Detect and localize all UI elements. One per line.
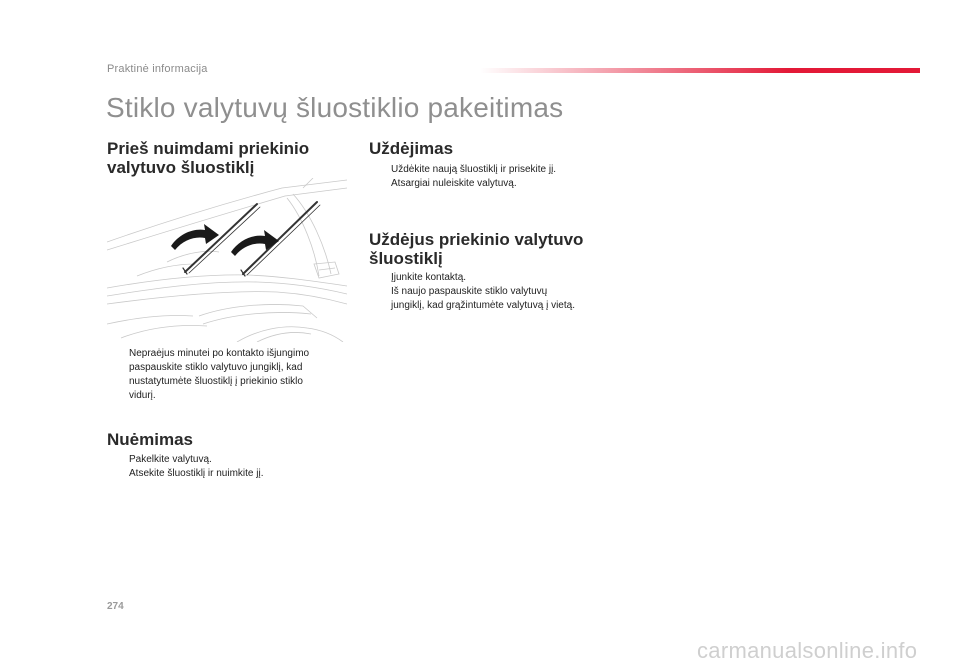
list-item xyxy=(107,467,347,481)
list-item-line: nustatytumėte šluostiklį į priekinio stiklo xyxy=(129,376,303,387)
list-item-line: Įjunkite kontaktą. xyxy=(391,272,467,283)
heading-installation: Uždėjimas xyxy=(369,139,454,158)
installation-instructions xyxy=(369,163,619,191)
list-item xyxy=(369,177,619,191)
list-item xyxy=(107,347,347,403)
header-accent-bar xyxy=(480,68,920,73)
list-item-line: vidurį. xyxy=(129,390,156,401)
list-item xyxy=(107,453,347,467)
heading-removal: Nuėmimas xyxy=(107,430,193,449)
removal-instructions xyxy=(107,453,347,481)
after-installation-instructions xyxy=(369,271,629,313)
heading-after-installation-line1: Uždėjus priekinio valytuvo xyxy=(369,230,584,249)
list-item-line: Uždėkite naują šluostiklį ir prisekite jį. xyxy=(391,164,557,175)
list-item-line: Nepraėjus minutei po kontakto išjungimo xyxy=(129,348,310,359)
list-item xyxy=(369,271,629,285)
list-item-line: Pakelkite valytuvą. xyxy=(129,454,212,465)
heading-after-installation xyxy=(369,230,583,268)
list-item-line: Atsekite šluostiklį ir nuimkite jį. xyxy=(129,468,264,479)
list-item-line: paspauskite stiklo valytuvo jungiklį, kad xyxy=(129,362,303,373)
heading-before-removal-line2: valytuvo šluostiklį xyxy=(107,158,255,177)
list-item xyxy=(369,285,629,313)
section-label: Praktinė informacija xyxy=(107,63,208,75)
list-item xyxy=(369,163,619,177)
heading-before-removal xyxy=(107,139,309,177)
before-removal-instructions xyxy=(107,347,347,403)
heading-before-removal-line1: Prieš nuimdami priekinio xyxy=(107,139,310,158)
list-item-line: Iš naujo paspauskite stiklo valytuvų xyxy=(391,286,548,297)
heading-after-installation-line2: šluostiklį xyxy=(369,249,443,268)
watermark: carmanualsonline.info xyxy=(697,638,918,663)
page-number: 274 xyxy=(107,601,124,612)
page-title: Stiklo valytuvų šluostiklio pakeitimas xyxy=(106,92,564,123)
windscreen-wiper-illustration xyxy=(107,178,347,342)
list-item-line: Atsargiai nuleiskite valytuvą. xyxy=(391,178,517,189)
list-item-line: jungiklį, kad grąžintumėte valytuvą į vietą. xyxy=(391,300,575,311)
